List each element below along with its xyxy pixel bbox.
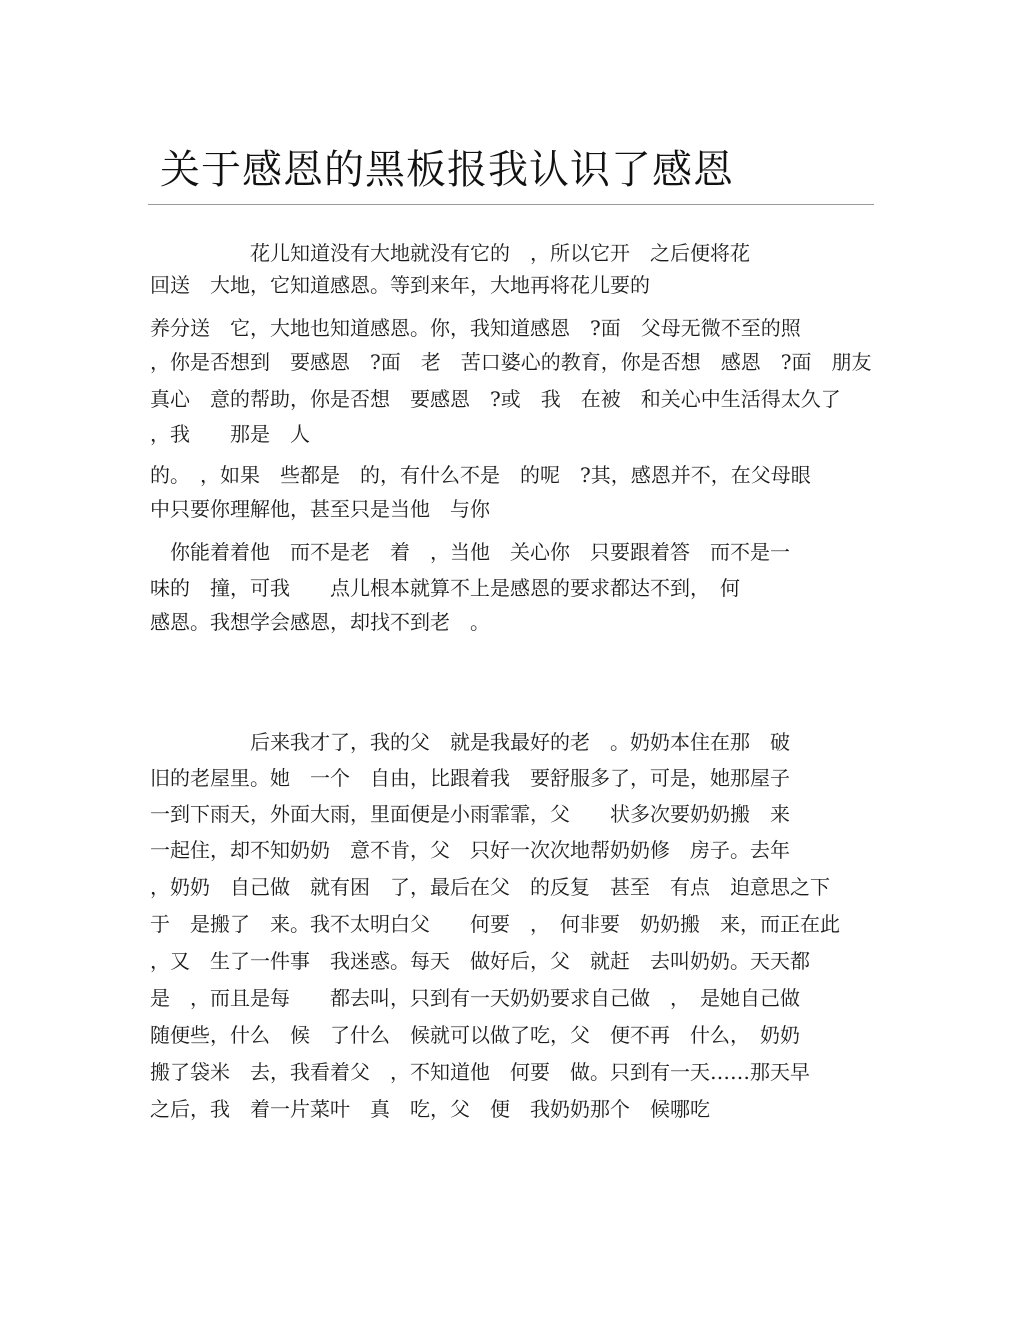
text-line: 真心 意的帮助，你是否想 要感恩 ?或 我 在被 和关心中生活得太久了 (150, 387, 841, 411)
text-line: 旧的老屋里。她 一个 自由，比跟着我 要舒服多了，可是，她那屋子 (150, 766, 790, 790)
title-divider (148, 204, 874, 205)
text-line: 你能着着他 而不是老 着 ，当他 关心你 只要跟着答 而不是一 (150, 540, 790, 564)
text-line: 一到下雨天，外面大雨，里面便是小雨霏霏，父 状多次要奶奶搬 来 (150, 802, 790, 826)
text-line: ，你是否想到 要感恩 ?面 老 苦口婆心的教育，你是否想 感恩 ?面 朋友 (150, 350, 872, 374)
text-line: 中只要你理解他，甚至只是当他 与你 (150, 497, 490, 521)
text-line: ，又 生了一件事 我迷惑。每天 做好后，父 就赶 去叫奶奶。天天都 (150, 949, 810, 973)
text-line: 回送 大地，它知道感恩。等到来年，大地再将花儿要的 (150, 273, 650, 297)
text-line: ，奶奶 自己做 就有困 了，最后在父 的反复 甚至 有点 迫意思之下 (150, 875, 830, 899)
text-line: 味的 撞，可我 点儿根本就算不上是感恩的要求都达不到， 何 (150, 576, 740, 600)
text-line: 后来我才了，我的父 就是我最好的老 。奶奶本住在那 破 (250, 730, 790, 754)
text-line: 是 ，而且是每 都去叫，只到有一天奶奶要求自己做 ， 是她自己做 (150, 986, 800, 1010)
text-line: 花儿知道没有大地就没有它的 ，所以它开 之后便将花 (250, 241, 750, 265)
text-line: 的。 ，如果 些都是 的，有什么不是 的呢 ?其，感恩并不，在父母眼 (150, 463, 811, 487)
page-title: 关于感恩的黑板报我认识了感恩 (160, 147, 734, 193)
text-line: 于 是搬了 来。我不太明白父 何要 ， 何非要 奶奶搬 来，而正在此 (150, 912, 840, 936)
text-line: 一起住，却不知奶奶 意不肯，父 只好一次次地帮奶奶修 房子。去年 (150, 838, 790, 862)
text-line: 养分送 它，大地也知道感恩。你，我知道感恩 ?面 父母无微不至的照 (150, 316, 801, 340)
text-line: 随便些，什么 候 了什么 候就可以做了吃，父 便不再 什么， 奶奶 (150, 1023, 800, 1047)
text-line: 搬了袋米 去，我看着父 ，不知道他 何要 做。只到有一天……那天早 (150, 1060, 810, 1084)
text-line: ，我 那是 人 (150, 422, 310, 446)
text-line: 感恩。我想学会感恩，却找不到老 。 (150, 610, 490, 634)
text-line: 之后，我 着一片菜叶 真 吃，父 便 我奶奶那个 候哪吃 (150, 1097, 710, 1121)
